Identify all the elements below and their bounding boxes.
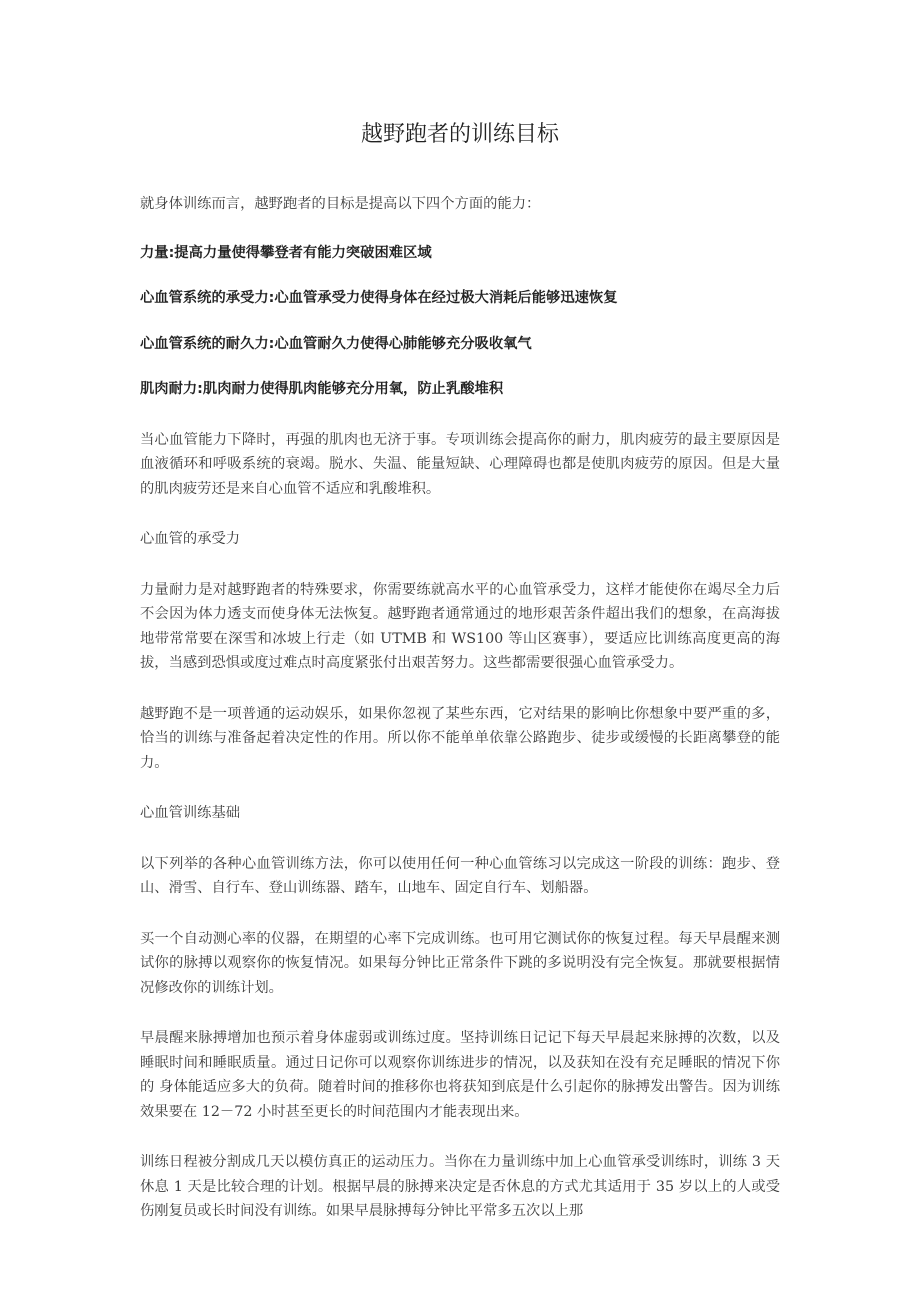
intro-paragraph: 就身体训练而言，越野跑者的目标是提高以下四个方面的能力： [140, 196, 541, 212]
body-paragraph-morning-pulse: 早晨醒来脉搏增加也预示着身体虚弱或训练过度。坚持训练日记记下每天早晨起来脉搏的次数，以及睡眠时间和睡眠质量。通过日记你可以观察你训练进步的情况，以及获知在没有充足睡眠的情况下你的 身体能适应多大的负荷。随着时间的推移你也将获知到底是什么引起你的脉搏发出警告。因为训练效果要在 12－72 小时甚至更长的时间范围内才能表现出来。 [140, 1030, 780, 1120]
document-body [140, 118, 780, 1224]
section-heading-basics: 心血管训练基础 [140, 805, 241, 821]
goal-cardio-endurance: 心血管系统的耐久力:心血管耐久力使得心肺能够充分吸收氧气 [140, 335, 532, 352]
body-paragraph-schedule: 训练日程被分割成几天以模仿真正的运动压力。当你在力量训练中加上心血管承受训练时，训练 3 天休息 1 天是比较合理的计划。根据早晨的脉搏来决定是否休息的方式尤其适用于 35 岁以上的人或受伤刚复员或长时间没有训练。如果早晨脉搏每分钟比平常多五次以上那 [140, 1154, 780, 1219]
document-title: 越野跑者的训练目标 [360, 122, 559, 147]
goal-muscle-endurance: 肌肉耐力:肌肉耐力使得肌肉能够充分用氧，防止乳酸堆积 [140, 381, 504, 397]
body-paragraph-strength-endurance: 力量耐力是对越野跑者的特殊要求，你需要练就高水平的心血管承受力，这样才能使你在竭尽全力后不会因为体力透支而使身体无法恢复。越野跑者通常通过的地形艰苦条件超出我们的想象，在高海拔地带常常要在深雪和冰坡上行走（如 UTMB 和 WS100 等山区赛事），要适应比训练高度更高的海拔，当感到恐惧或度过难点时高度紧张付出艰苦努力。这些都需要很强心血管承受力。 [140, 581, 780, 671]
goal-cardio-capacity: 心血管系统的承受力:心血管承受力使得身体在经过极大消耗后能够迅速恢复 [140, 290, 618, 306]
section-heading-capacity: 心血管的承受力 [140, 531, 241, 547]
body-paragraph-not-ordinary: 越野跑不是一项普通的运动娱乐，如果你忽视了某些东西，它对结果的影响比你想象中要严重的多，恰当的训练与准备起着决定性的作用。所以你不能单单依靠公路跑步、徒步或缓慢的长距离攀登的能力。 [140, 705, 780, 771]
goal-strength: 力量:提高力量使得攀登者有能力突破困难区域 [140, 244, 432, 261]
body-paragraph-methods: 以下列举的各种心血管训练方法，你可以使用任何一种心血管练习以完成这一阶段的训练：跑步、登山、滑雪、自行车、登山训练器、踏车，山地车、固定自行车、划船器。 [140, 855, 780, 896]
body-paragraph-heart-rate-monitor: 买一个自动测心率的仪器，在期望的心率下完成训练。也可用它测试你的恢复过程。每天早晨醒来测试你的脉搏以观察你的恢复情况。如果每分钟比正常条件下跳的多说明没有完全恢复。那就要根据情况修改你的训练计划。 [140, 930, 780, 996]
body-paragraph-fatigue: 当心血管能力下降时，再强的肌肉也无济于事。专项训练会提高你的耐力，肌肉疲劳的最主要原因是血液循环和呼吸系统的衰竭。脱水、失温、能量短缺、心理障碍也都是使肌肉疲劳的原因。但是大量的肌肉疲劳还是来自心血管不适应和乳酸堆积。 [140, 431, 780, 497]
